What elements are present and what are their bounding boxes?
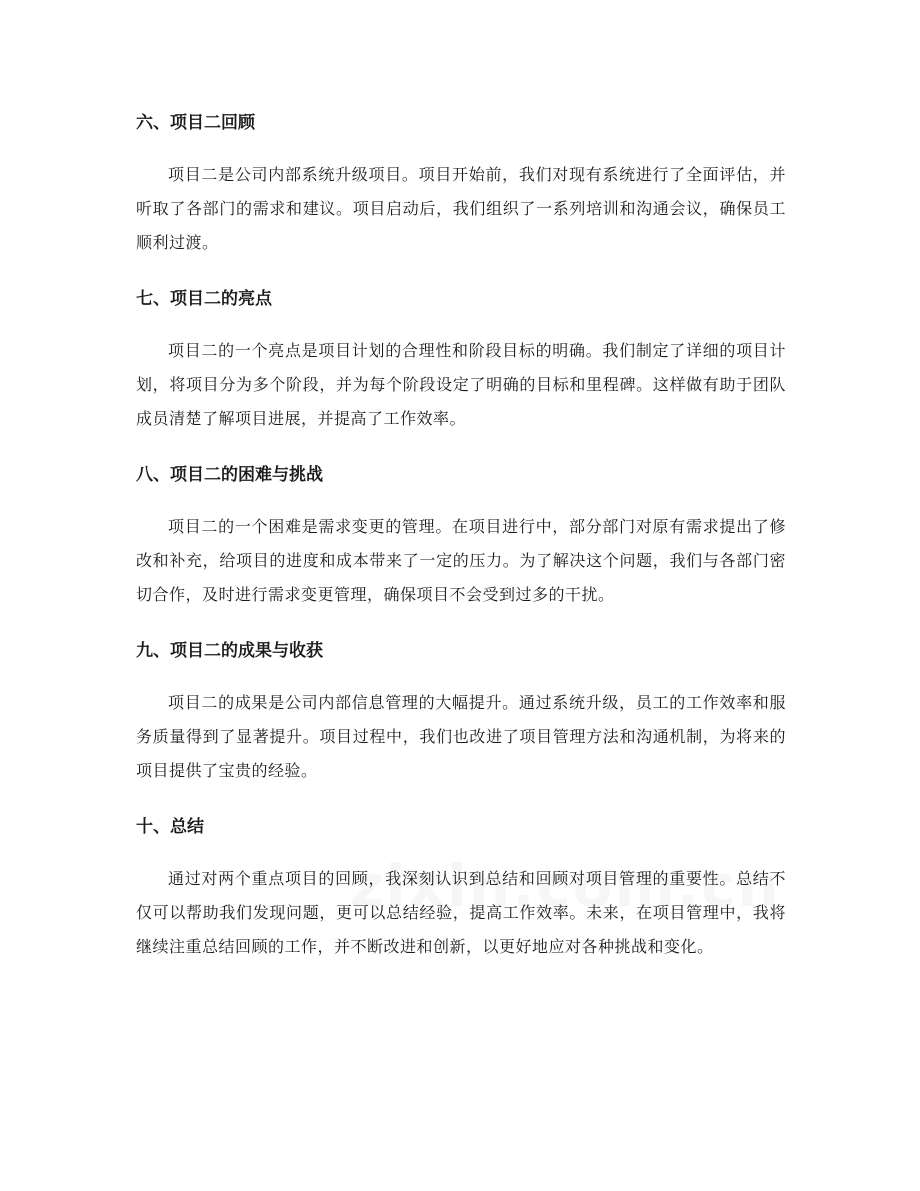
document-content	[136, 108, 786, 988]
section-paragraph: 项目二的一个困难是需求变更的管理。在项目进行中，部分部门对原有需求提出了修改和补充，给项目的进度和成本带来了一定的压力。为了解决这个问题，我们与各部门密切合作，及时进行需求变更管理，确保项目不会受到过多的干扰。	[136, 517, 786, 604]
section-paragraph: 项目二的成果是公司内部信息管理的大幅提升。通过系统升级，员工的工作效率和服务质量得到了显著提升。项目过程中，我们也改进了项目管理方法和沟通机制，为将来的项目提供了宝贵的经验。	[136, 693, 786, 780]
section-project-two-challenges	[136, 460, 786, 612]
section-heading: 八、项目二的困难与挑战	[136, 465, 323, 485]
section-project-two-review	[136, 108, 786, 260]
section-paragraph: 项目二的一个亮点是项目计划的合理性和阶段目标的明确。我们制定了详细的项目计划，将项目分为多个阶段，并为每个阶段设定了明确的目标和里程碑。这样做有助于团队成员清楚了解项目进展，并提高了工作效率。	[136, 341, 786, 428]
section-project-two-highlights	[136, 284, 786, 436]
section-heading: 六、项目二回顾	[136, 113, 255, 133]
section-summary	[136, 812, 786, 964]
section-project-two-results	[136, 636, 786, 788]
section-paragraph: 通过对两个重点项目的回顾，我深刻认识到总结和回顾对项目管理的重要性。总结不仅可以帮助我们发现问题，更可以总结经验，提高工作效率。未来，在项目管理中，我将继续注重总结回顾的工作，并不断改进和创新，以更好地应对各种挑战和变化。	[136, 869, 786, 956]
section-heading: 七、项目二的亮点	[136, 289, 272, 309]
section-heading: 十、总结	[136, 817, 204, 837]
section-heading: 九、项目二的成果与收获	[136, 641, 323, 661]
section-paragraph: 项目二是公司内部系统升级项目。项目开始前，我们对现有系统进行了全面评估，并听取了各部门的需求和建议。项目启动后，我们组织了一系列培训和沟通会议，确保员工顺利过渡。	[136, 165, 786, 252]
